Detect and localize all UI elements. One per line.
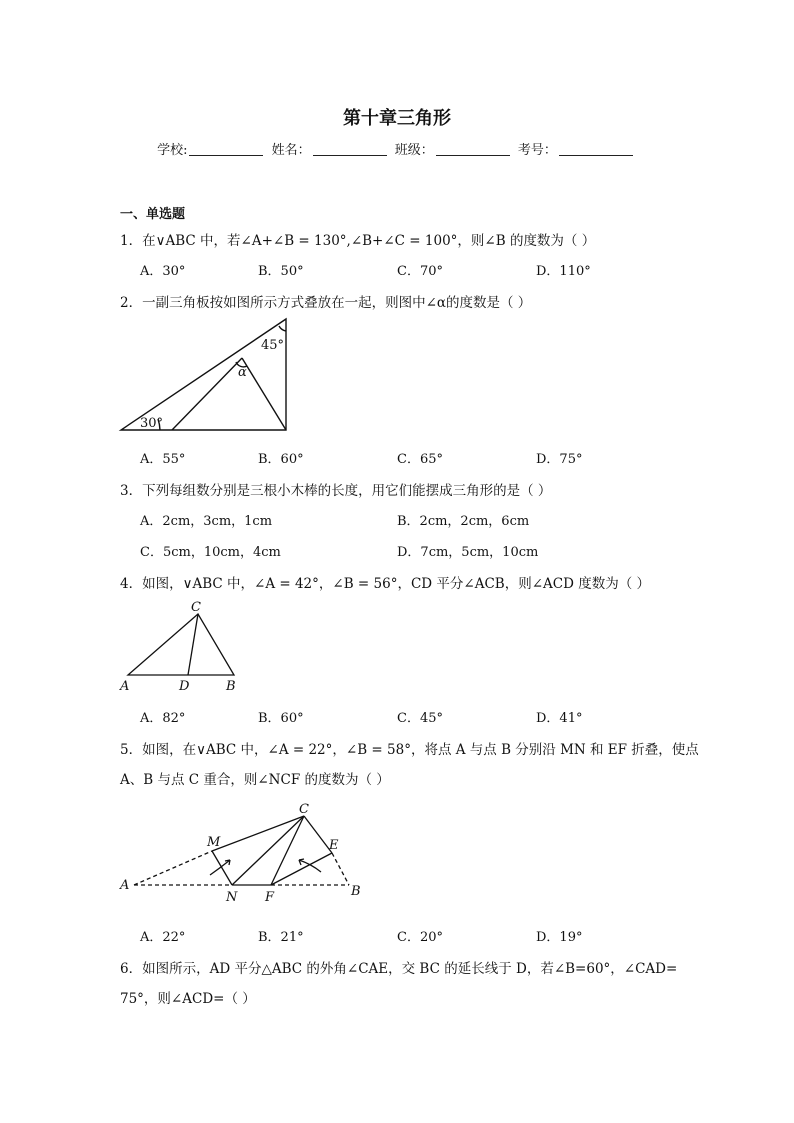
q2-30deg-triangle xyxy=(121,319,286,430)
q3-option-a[interactable]: A．2cm，3cm，1cm xyxy=(140,514,273,529)
q5-dashed-am xyxy=(134,851,212,885)
q2-inner-edge-right xyxy=(242,358,286,430)
q5-fold-mn xyxy=(212,851,232,885)
q2-option-b[interactable]: B．60° xyxy=(258,452,304,467)
q4-option-b[interactable]: B．60° xyxy=(258,711,304,726)
question-3-stem: 3．下列每组数分别是三根小木棒的长度，用它们能摆成三角形的是（ ） xyxy=(120,483,552,499)
q4-option-c[interactable]: C．45° xyxy=(397,711,443,726)
q3-option-c[interactable]: C．5cm，10cm，4cm xyxy=(140,545,281,560)
q4-triangle-abc xyxy=(128,614,234,675)
q5-fold-arrow-left xyxy=(210,860,230,875)
q1-option-a[interactable]: A．30° xyxy=(140,264,186,279)
q5-label-n: N xyxy=(226,890,238,905)
q5-label-c: C xyxy=(299,802,309,817)
exam-number-label: 考号： xyxy=(517,143,557,158)
q2-option-c[interactable]: C．65° xyxy=(397,452,443,467)
q5-option-a[interactable]: A．22° xyxy=(140,930,186,945)
q5-option-c[interactable]: C．20° xyxy=(397,930,443,945)
school-label: 学校: xyxy=(157,143,188,158)
question-6-stem-line2: 75°，则∠ACD=（ ） xyxy=(120,991,256,1007)
class-label: 班级： xyxy=(394,143,434,158)
q5-option-b[interactable]: B．21° xyxy=(258,930,304,945)
question-5-stem-line2: A、B 与点 C 重合，则∠NCF 的度数为（ ） xyxy=(120,772,390,788)
q5-line-ce xyxy=(304,816,332,853)
q4-label-a: A xyxy=(120,679,130,694)
q5-dashed-eb xyxy=(332,853,349,885)
school-blank[interactable] xyxy=(189,142,263,156)
q5-fold-figure xyxy=(118,800,368,906)
q2-option-d[interactable]: D．75° xyxy=(536,452,583,467)
exam-number-blank[interactable] xyxy=(559,142,633,156)
q2-label-30: 30° xyxy=(140,416,164,431)
q1-option-b[interactable]: B．50° xyxy=(258,264,304,279)
q4-option-d[interactable]: D．41° xyxy=(536,711,583,726)
q4-triangle-figure xyxy=(118,598,248,694)
q2-triangle-figure xyxy=(118,316,290,436)
page-title: 第十章三角形 xyxy=(343,108,451,129)
question-2-stem: 2．一副三角板按如图所示方式叠放在一起，则图中∠α的度数是（ ） xyxy=(120,295,532,311)
q2-label-45: 45° xyxy=(261,338,285,353)
q4-label-b: B xyxy=(226,679,236,694)
q5-option-d[interactable]: D．19° xyxy=(536,930,583,945)
q2-inner-edge-left xyxy=(172,358,242,430)
q4-label-d: D xyxy=(179,679,190,694)
q5-fold-arrow-right xyxy=(299,860,321,872)
name-label: 姓名： xyxy=(271,143,311,158)
name-blank[interactable] xyxy=(313,142,387,156)
q3-option-b[interactable]: B．2cm，2cm，6cm xyxy=(397,514,530,529)
question-6-stem-line1: 6．如图所示，AD 平分△ABC 的外角∠CAE，交 BC 的延长线于 D，若∠B=60°，∠CAD= xyxy=(120,961,678,977)
q4-label-c: C xyxy=(191,600,201,615)
q5-fold-ef xyxy=(271,853,332,885)
q2-option-a[interactable]: A．55° xyxy=(140,452,186,467)
q2-label-alpha: α xyxy=(238,365,247,380)
q2-angle-45-arc xyxy=(279,326,286,331)
q1-option-c[interactable]: C．70° xyxy=(397,264,443,279)
question-1-stem: 1．在∨ABC 中，若∠A+∠B = 130°,∠B+∠C = 100°，则∠B 的度数为（ ） xyxy=(120,233,596,249)
q5-label-e: E xyxy=(329,838,339,853)
class-blank[interactable] xyxy=(436,142,510,156)
q3-option-d[interactable]: D．7cm，5cm，10cm xyxy=(397,545,539,560)
question-4-stem: 4．如图，∨ABC 中，∠A = 42°，∠B = 56°，CD 平分∠ACB，则∠ACD 度数为（ ） xyxy=(120,576,650,592)
q5-label-m: M xyxy=(207,835,221,850)
section-heading: 一、单选题 xyxy=(120,207,186,222)
q5-label-f: F xyxy=(265,890,275,905)
q4-bisector-cd xyxy=(188,614,198,675)
q5-label-a: A xyxy=(120,878,130,893)
question-5-stem-line1: 5．如图，在∨ABC 中，∠A = 22°，∠B = 58°，将点 A 与点 B 分别沿 MN 和 EF 折叠，使点 xyxy=(120,742,699,758)
q5-label-b: B xyxy=(351,884,361,899)
q5-line-nc xyxy=(232,816,304,885)
student-info-line xyxy=(0,139,794,158)
q1-option-d[interactable]: D．110° xyxy=(536,264,591,279)
q4-option-a[interactable]: A．82° xyxy=(140,711,186,726)
